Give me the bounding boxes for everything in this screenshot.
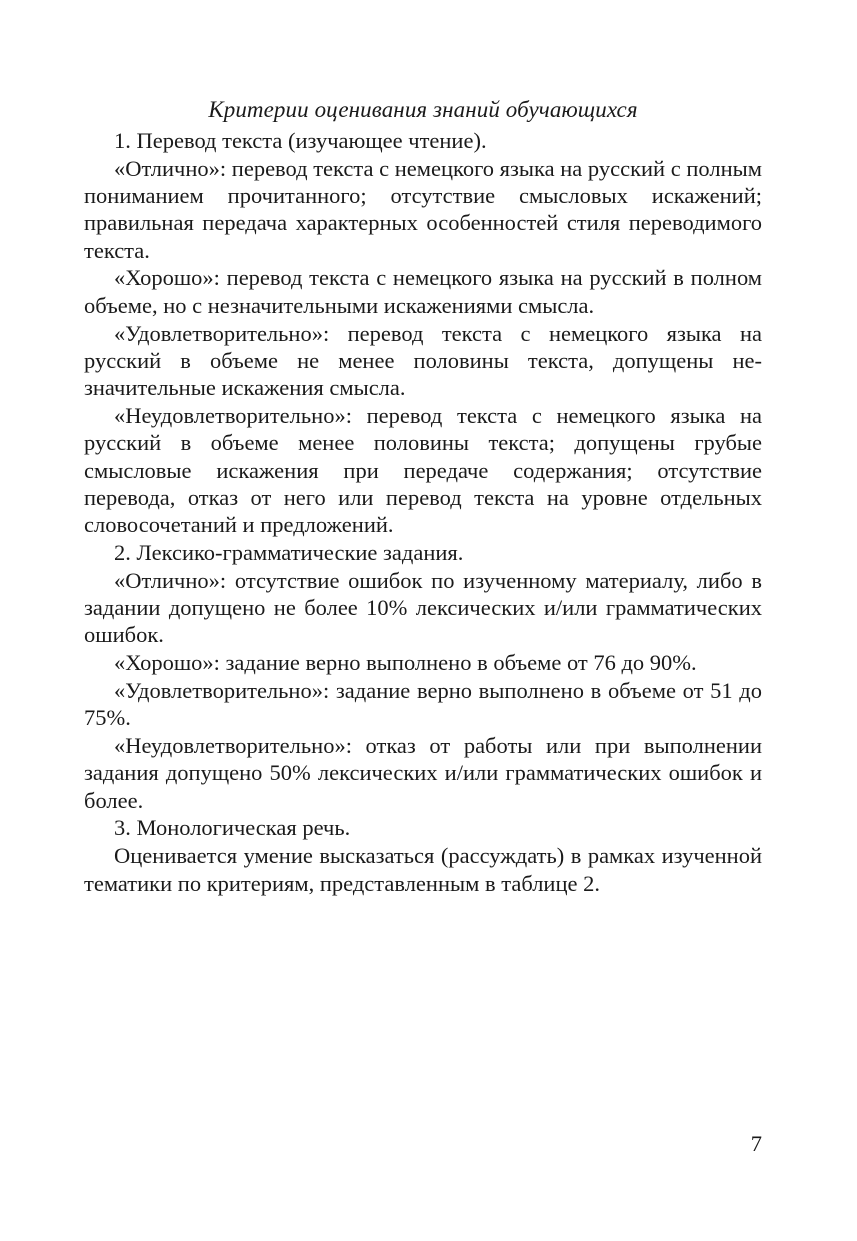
section-title: Критерии оценивания знаний обучающихся: [208, 97, 638, 122]
paragraph-translation-excellent: «Отлично»: перевод текста с немецкого языка на русский с полным пониманием прочитанного; отсутствие смысловых искажений; правильная передача характерных особенностей стиля переводимого текста.: [84, 155, 762, 263]
paragraph-grammar-satisfactory: «Удовлетворительно»: задание верно выполнено в объеме от 51 до 75%.: [84, 677, 762, 731]
paragraph-monologue-description: Оценивается умение высказаться (рассуждать) в рамках изученной тематики по критериям, представленным в таблице 2.: [84, 843, 762, 896]
paragraph-monologue-heading: 3. Монологическая речь.: [114, 815, 351, 841]
paragraph-grammar-excellent: «Отлично»: отсутствие ошибок по изученному материалу, либо в задании допущено не более 10% лексических и/или грамматических ошибок.: [84, 567, 762, 648]
paragraph-translation-satisfactory: «Удовлетворительно»: перевод текста с немецкого языка на русский в объеме не менее половины текста, допущены незначительные искажения смысла.: [84, 320, 762, 401]
paragraph-grammar-unsatisfactory: «Неудовлетворительно»: отказ от работы или при выполнении задания допущено 50% лексических и/или грамматических ошибок и более.: [84, 733, 762, 813]
paragraph-translation-good: «Хорошо»: перевод текста с немецкого языка на русский в полном объеме, но с незначительными искажениями смысла.: [84, 265, 762, 318]
paragraph-grammar-heading: 2. Лексико-грамматические задания.: [114, 539, 464, 565]
page-content: [84, 96, 762, 897]
paragraph-translation-heading: 1. Перевод текста (изучающее чтение).: [114, 128, 487, 153]
paragraph-grammar-good: «Хорошо»: задание верно выполнено в объеме от 76 до 90%.: [114, 650, 697, 676]
paragraph-translation-unsatisfactory: «Неудовлетворительно»: перевод текста с немецкого языка на русский в объеме менее половины текста; допущены грубые смысловые искажения при передаче содержания; отсутствие перевода, отказ от него или перевод текста на уровне отдельных словосочетаний и предложений.: [84, 402, 762, 538]
page-number: 7: [750, 1131, 762, 1156]
